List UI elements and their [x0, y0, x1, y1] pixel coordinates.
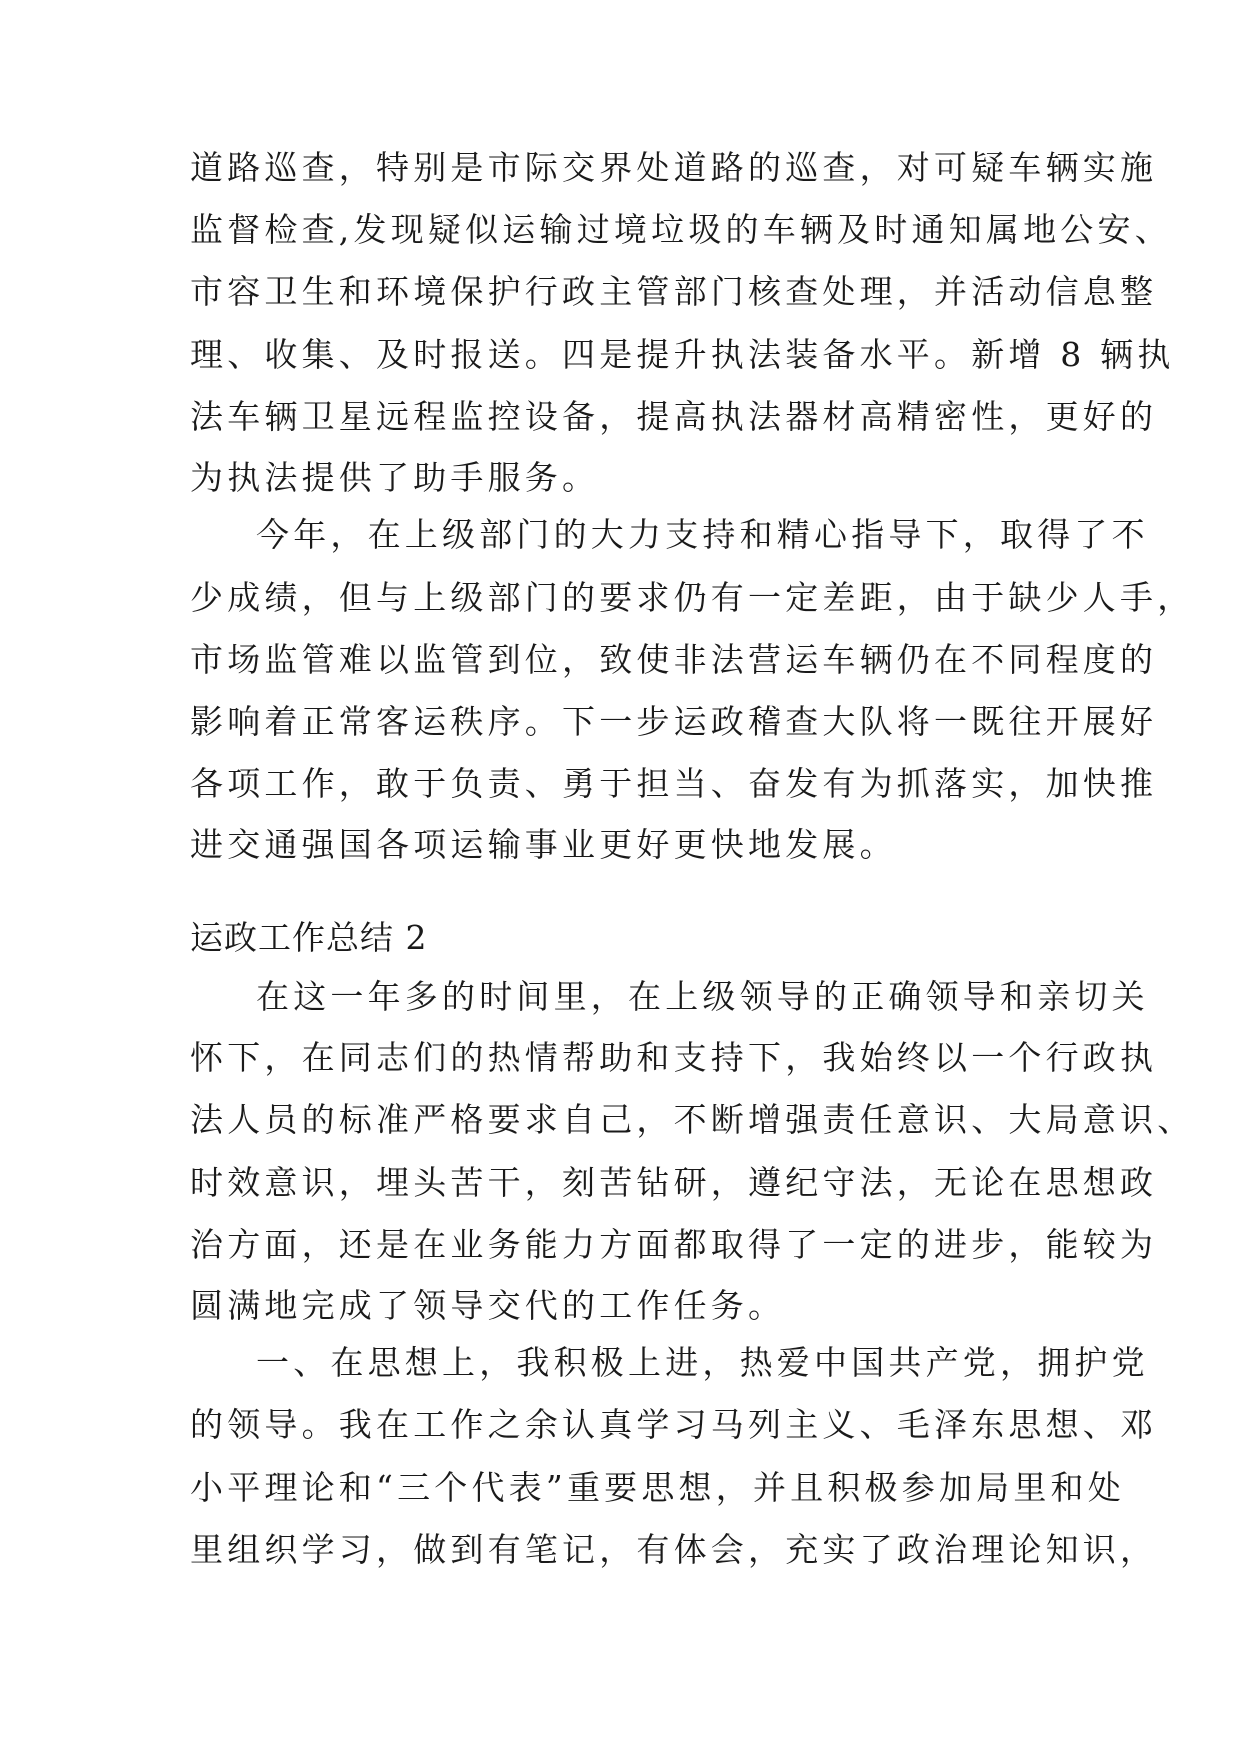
paragraph-3-line-3: 法人员的标准严格要求自己，不断增强责任意识、大局意识、: [190, 1100, 1195, 1139]
paragraph-3-line-1: 在这一年多的时间里，在上级领导的正确领导和亲切关: [256, 977, 1149, 1016]
paragraph-3-line-4: 时效意识，埋头苦干，刻苦钻研，遵纪守法，无论在思想政: [190, 1163, 1158, 1202]
paragraph-4-line-2: 的领导。我在工作之余认真学习马列主义、毛泽东思想、邓: [190, 1405, 1158, 1444]
paragraph-2-line-1: 今年，在上级部门的大力支持和精心指导下，取得了不: [256, 515, 1149, 554]
paragraph-3-line-2: 怀下，在同志们的热情帮助和支持下，我始终以一个行政执: [190, 1038, 1158, 1077]
paragraph-4-line-1: 一、在思想上，我积极上进，热爱中国共产党，拥护党: [256, 1343, 1149, 1382]
paragraph-3-line-5: 治方面，还是在业务能力方面都取得了一定的进步，能较为: [190, 1225, 1158, 1264]
paragraph-1-line-5: 法车辆卫星远程监控设备，提高执法器材高精密性，更好的: [190, 397, 1158, 436]
paragraph-2-line-3: 市场监管难以监管到位，致使非法营运车辆仍在不同程度的: [190, 640, 1158, 679]
paragraph-1-line-1: 道路巡查，特别是市际交界处道路的巡查，对可疑车辆实施: [190, 148, 1158, 187]
paragraph-1-line-2: 监督检查,发现疑似运输过境垃圾的车辆及时通知属地公安、: [190, 210, 1172, 249]
paragraph-2-line-2: 少成绩，但与上级部门的要求仍有一定差距，由于缺少人手，: [190, 578, 1195, 617]
paragraph-1-line-3: 市容卫生和环境保护行政主管部门核查处理，并活动信息整: [190, 272, 1158, 311]
paragraph-3-line-6: 圆满地完成了领导交代的工作任务。: [190, 1286, 786, 1325]
paragraph-4-line-3: 小平理论和“三个代表”重要思想，并且积极参加局里和处: [190, 1468, 1125, 1507]
paragraph-2-line-4: 影响着正常客运秩序。下一步运政稽查大队将一既往开展好: [190, 702, 1158, 741]
paragraph-2-line-6: 进交通强国各项运输事业更好更快地发展。: [190, 825, 897, 864]
paragraph-4-line-4: 里组织学习，做到有笔记，有体会，充实了政治理论知识，: [190, 1530, 1158, 1569]
section-title: 运政工作总结 2: [190, 918, 428, 957]
paragraph-1-line-4: 理、收集、及时报送。四是提升执法装备水平。新增 8 辆执: [190, 335, 1175, 374]
paragraph-1-line-6: 为执法提供了助手服务。: [190, 458, 600, 497]
paragraph-2-line-5: 各项工作，敢于负责、勇于担当、奋发有为抓落实，加快推: [190, 764, 1158, 803]
